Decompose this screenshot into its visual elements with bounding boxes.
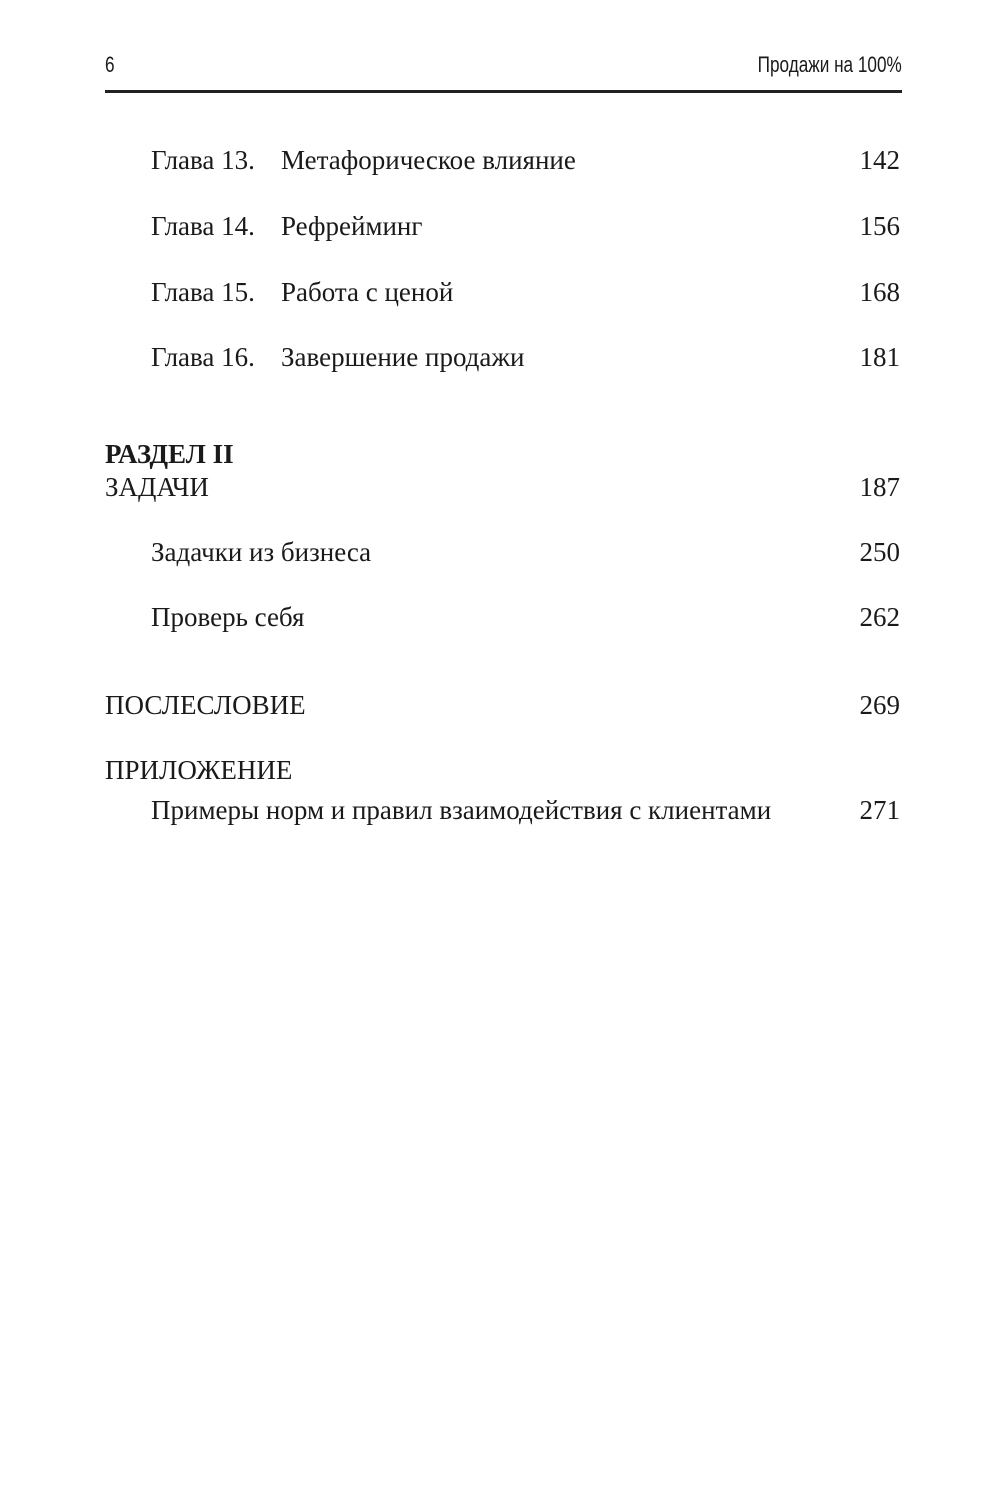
toc-entry[interactable] [0,143,1000,177]
page-ref: 269 [859,690,900,720]
chapter-label: Глава 15. [151,277,255,307]
page-ref: 271 [859,795,900,825]
toc-entry[interactable] [0,793,1000,827]
page-ref: 156 [859,211,900,241]
chapter-title: Работа с ценой [281,277,454,307]
page-number: 6 [105,52,115,77]
chapter-title: Завершение продажи [281,342,525,372]
entry-title: Примеры норм и правил взаимодействия с клиентами [151,795,772,825]
page-ref: 142 [859,145,900,175]
section-heading [0,437,1000,471]
page-ref: 181 [859,342,900,372]
chapter-title: Метафорическое влияние [281,145,576,175]
chapter-label: Глава 16. [151,342,255,372]
section-label: РАЗДЕЛ II [105,439,234,469]
toc-entry[interactable] [0,275,1000,309]
entry-title: ПОСЛЕСЛОВИЕ [105,690,306,720]
toc-entry[interactable] [0,688,1000,722]
section-title: ЗАДАЧИ [105,472,209,502]
toc-entry[interactable] [0,470,1000,504]
page-ref: 168 [859,277,900,307]
toc-entry[interactable] [0,209,1000,243]
toc-entry[interactable] [0,340,1000,374]
entry-title: Задачки из бизнеса [151,537,372,567]
page-ref: 262 [859,602,900,632]
page-ref: 250 [859,537,900,567]
toc-entry[interactable] [0,600,1000,634]
entry-title: ПРИЛОЖЕНИЕ [105,755,293,785]
chapter-title: Рефрейминг [281,211,423,241]
chapter-label: Глава 13. [151,145,255,175]
toc-entry[interactable] [0,535,1000,569]
header-rule [105,90,902,93]
running-title: Продажи на 100% [757,52,902,77]
chapter-label: Глава 14. [151,211,255,241]
entry-title: Проверь себя [151,602,305,632]
section-heading [0,753,1000,787]
page-ref: 187 [859,472,900,502]
